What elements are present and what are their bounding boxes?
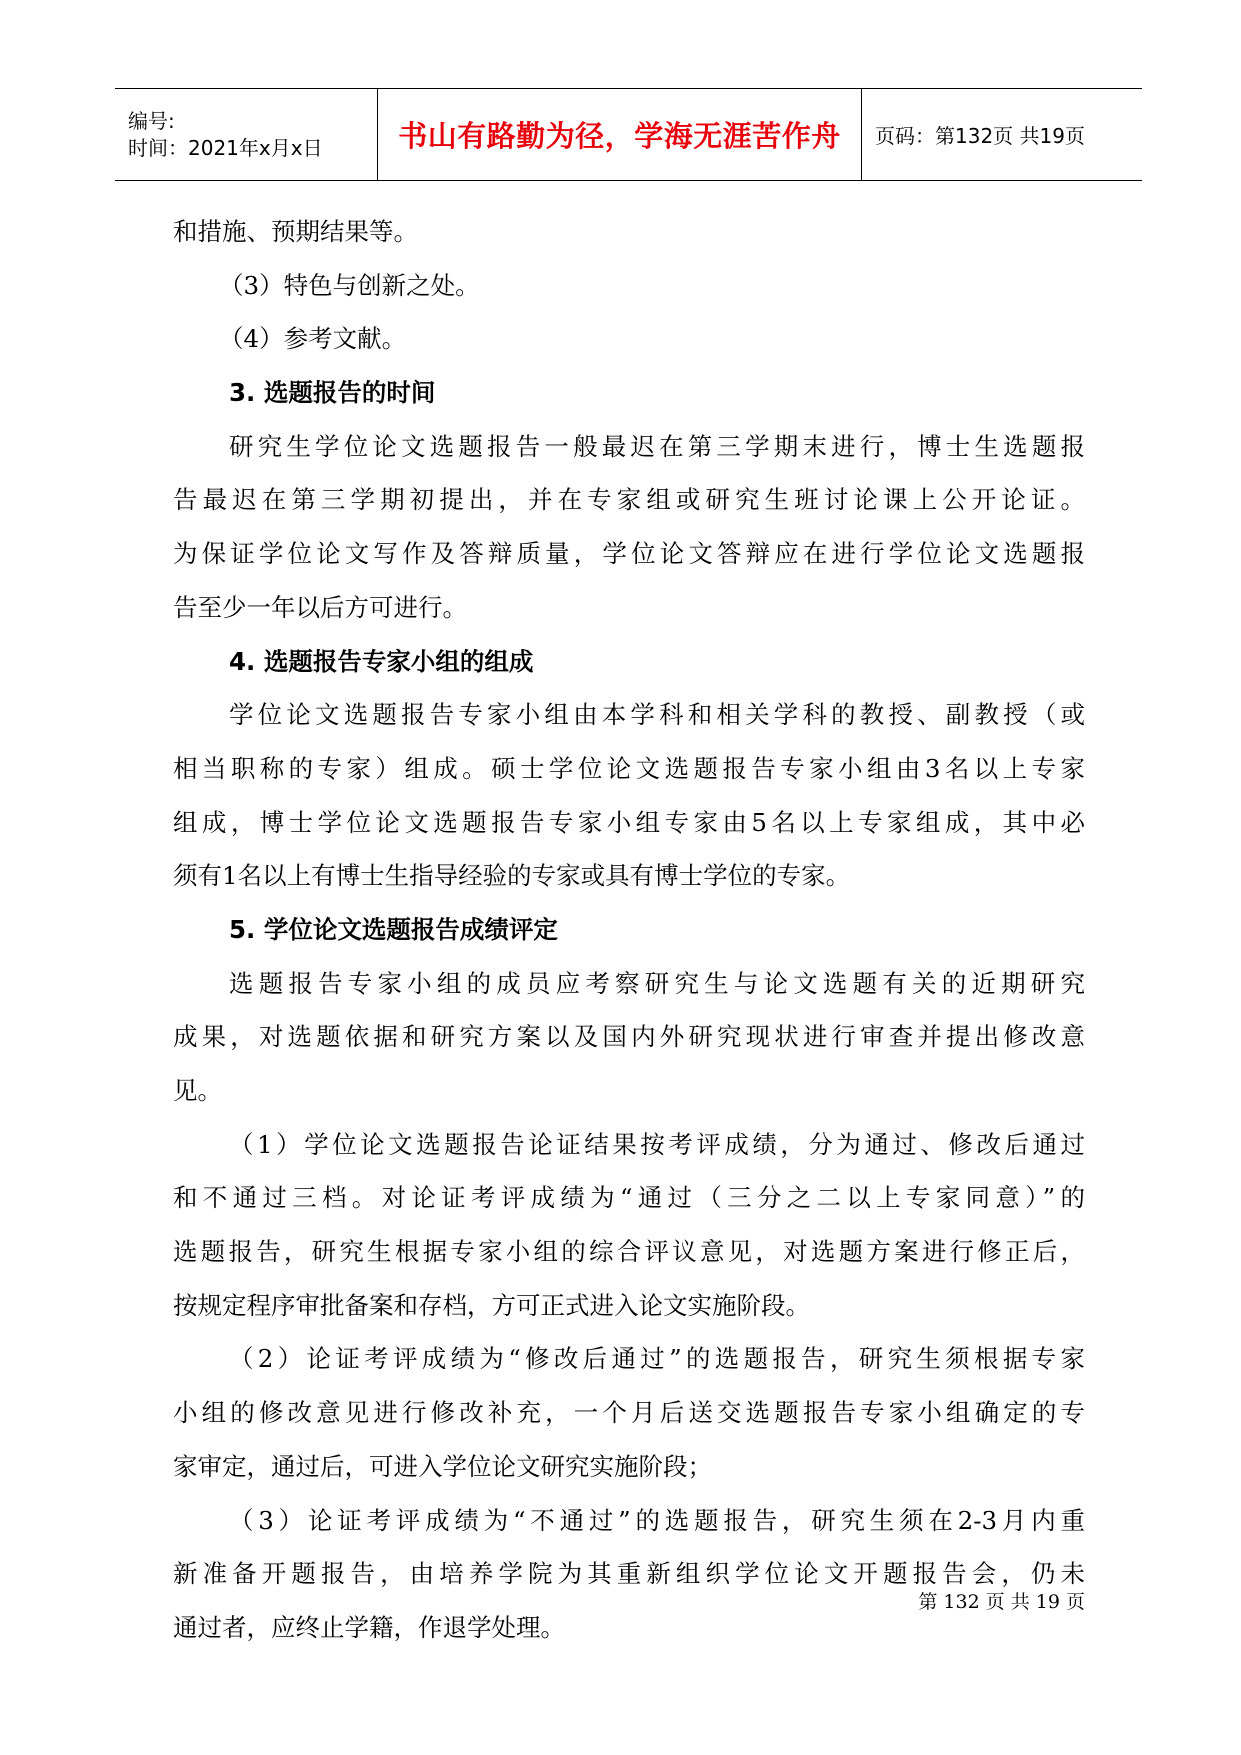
- header-motto-cell: [377, 89, 862, 180]
- doc-number-label: 编号:: [128, 108, 175, 133]
- body-line: 通过者，应终止学籍，作退学处理。: [173, 1612, 565, 1642]
- body-line: 告最迟在第三学期初提出，并在专家组或研究生班讨论课上公开论证。: [173, 485, 1085, 515]
- page-footer: 第 132 页 共 19 页: [918, 1591, 1085, 1613]
- document-body: [173, 205, 1085, 1655]
- body-line: 研究生学位论文选题报告一般最迟在第三学期末进行，博士生选题报: [229, 431, 1085, 461]
- body-line: （2）论证考评成绩为“修改后通过”的选题报告，研究生须根据专家: [229, 1344, 1085, 1374]
- body-line: 和不通过三档。对论证考评成绩为“通过（三分之二以上专家同意）”的: [173, 1183, 1085, 1213]
- header-left-cell: [115, 89, 377, 180]
- body-line: 和措施、预期结果等。: [173, 217, 418, 246]
- body-line: 学位论文选题报告专家小组由本学科和相关学科的教授、副教授（或: [229, 700, 1085, 730]
- body-line: 小组的修改意见进行修改补充，一个月后送交选题报告专家小组确定的专: [173, 1398, 1085, 1428]
- body-line: 成果，对选题依据和研究方案以及国内外研究现状进行审查并提出修改意: [173, 1022, 1085, 1052]
- page-header-table: [115, 88, 1142, 181]
- body-line: （1）学位论文选题报告论证结果按考评成绩，分为通过、修改后通过: [229, 1129, 1085, 1159]
- body-line: 组成，博士学位论文选题报告专家小组专家由5名以上专家组成，其中必: [173, 807, 1085, 837]
- header-motto: 书山有路勤为径，学海无涯苦作舟: [398, 119, 841, 153]
- body-line: 见。: [173, 1076, 222, 1105]
- section-heading: 4. 选题报告专家小组的组成: [229, 646, 534, 676]
- body-line: 按规定程序审批备案和存档，方可正式进入论文实施阶段。: [173, 1290, 810, 1320]
- body-line: 相当职称的专家）组成。硕士学位论文选题报告专家小组由3名以上专家: [173, 753, 1085, 783]
- header-page-info: 页码：第132页 共19页: [875, 124, 1085, 148]
- header-page-cell: [862, 89, 1142, 180]
- body-line: 告至少一年以后方可进行。: [173, 592, 467, 622]
- body-line: 为保证学位论文写作及答辩质量，学位论文答辩应在进行学位论文选题报: [173, 539, 1085, 569]
- doc-time-label: 时间：2021年x月x日: [128, 135, 323, 160]
- list-item: （4）参考文献。: [219, 324, 407, 354]
- body-line: 须有1名以上有博士生指导经验的专家或具有博士学位的专家。: [173, 861, 851, 891]
- body-line: （3）论证考评成绩为“不通过”的选题报告，研究生须在2-3月内重: [229, 1505, 1085, 1535]
- body-line: 选题报告专家小组的成员应考察研究生与论文选题有关的近期研究: [229, 968, 1085, 998]
- body-line: 新准备开题报告，由培养学院为其重新组织学位论文开题报告会，仍未: [173, 1559, 1085, 1589]
- body-line: 选题报告，研究生根据专家小组的综合评议意见，对选题方案进行修正后，: [173, 1237, 1085, 1267]
- section-heading: 3. 选题报告的时间: [229, 378, 436, 408]
- section-heading: 5. 学位论文选题报告成绩评定: [229, 914, 558, 944]
- body-line: 家审定，通过后，可进入学位论文研究实施阶段；: [173, 1451, 712, 1481]
- list-item: （3）特色与创新之处。: [219, 270, 480, 300]
